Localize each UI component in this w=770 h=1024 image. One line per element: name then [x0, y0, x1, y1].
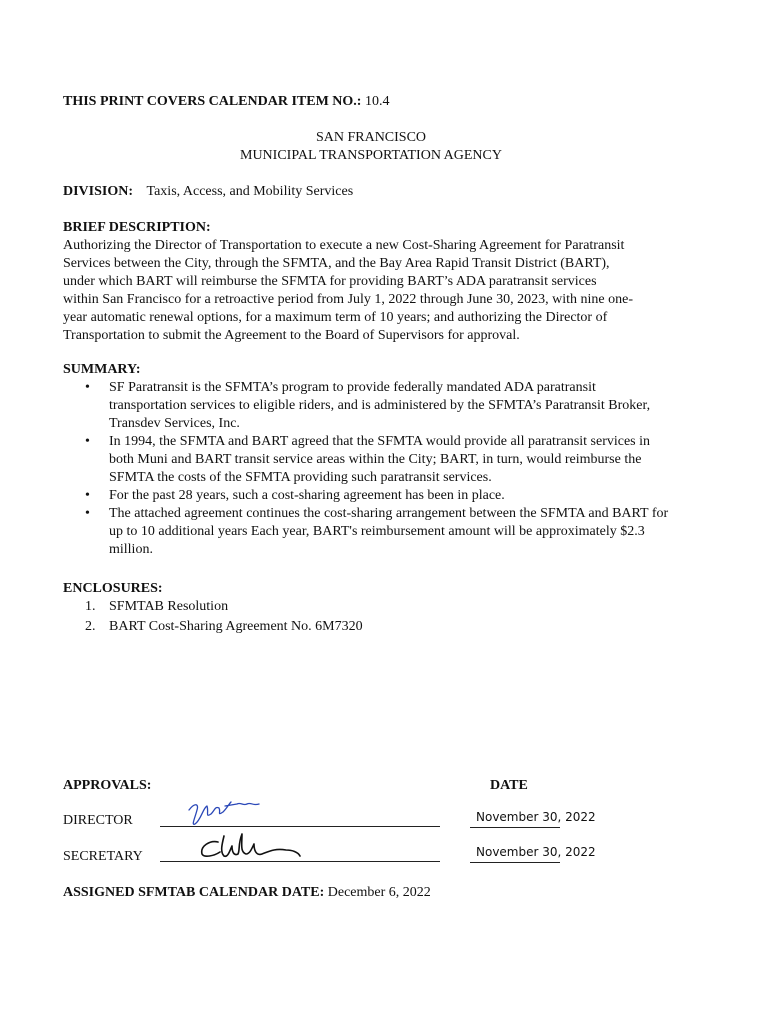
- brief-line: under which BART will reimburse the SFMTA for providing BART’s ADA paratransit services: [63, 274, 597, 289]
- enclosures-list: [63, 597, 663, 637]
- assigned-calendar-date-label: ASSIGNED SFMTAB CALENDAR DATE:: [63, 885, 325, 900]
- division-value: Taxis, Access, and Mobility Services: [146, 184, 354, 199]
- enclosure-item: 2. BART Cost-Sharing Agreement No. 6M7320: [85, 619, 363, 634]
- bullet-icon: •: [85, 380, 90, 395]
- summary-bullet: • The attached agreement continues the cost-sharing arrangement between the SFMTA and BART for up to 10 additional years Each year, BART's reimbursement amount will be approximately $2.3 million.: [85, 506, 669, 557]
- summary-bullet: • SF Paratransit is the SFMTA’s program to provide federally mandated ADA paratransit transportation services to eligible riders, and is administered by the SFMTA’s Paratransit Broker, Transdev Services, Inc.: [85, 380, 651, 431]
- director-signature-line: [160, 826, 440, 827]
- director-date-line: [470, 827, 560, 828]
- calendar-item-header: [63, 93, 389, 111]
- date-heading: DATE: [490, 778, 528, 793]
- division-label: DIVISION:: [63, 184, 134, 199]
- summary-bullet: • In 1994, the SFMTA and BART agreed that the SFMTA would provide all paratransit services in both Muni and BART transit service areas within the City; BART, in turn, would reimburse the SFMTA the costs of the SFMTA providing such paratransit services.: [85, 434, 651, 485]
- division-row: [63, 183, 353, 201]
- brief-line: Services between the City, through the SFMTA, and the Bay Area Rapid Transit District (BART),: [63, 256, 610, 271]
- secretary-label: SECRETARY: [63, 849, 143, 864]
- secretary-signature: [190, 828, 305, 864]
- bullet-icon: •: [85, 506, 90, 521]
- brief-description-heading: BRIEF DESCRIPTION:: [63, 220, 211, 235]
- secretary-signature-line: [160, 861, 440, 862]
- director-signature: [185, 796, 265, 828]
- enclosures-heading: ENCLOSURES:: [63, 581, 163, 596]
- calendar-item-number: 10.4: [364, 94, 390, 109]
- bullet-icon: •: [85, 488, 90, 503]
- agency-name-line1: SAN FRANCISCO: [315, 130, 427, 145]
- bullet-icon: •: [85, 434, 90, 449]
- enclosure-item: 1. SFMTAB Resolution: [85, 599, 229, 614]
- brief-line: year automatic renewal options, for a maximum term of 10 years; and authorizing the Director of: [63, 310, 608, 325]
- brief-line: Authorizing the Director of Transportation to execute a new Cost-Sharing Agreement for Paratransit: [63, 238, 625, 253]
- assigned-calendar-date-row: [63, 884, 431, 902]
- summary-heading: SUMMARY:: [63, 362, 141, 377]
- secretary-date: November 30, 2022: [476, 845, 596, 859]
- brief-line: within San Francisco for a retroactive period from July 1, 2022 through June 30, 2023, with nine one-: [63, 292, 633, 307]
- approvals-heading: APPROVALS:: [63, 778, 152, 793]
- print-covers-label: THIS PRINT COVERS CALENDAR ITEM NO.:: [63, 94, 362, 109]
- director-date: November 30, 2022: [476, 810, 596, 824]
- agency-name-line2: MUNICIPAL TRANSPORTATION AGENCY: [240, 148, 502, 163]
- director-label: DIRECTOR: [63, 813, 133, 828]
- brief-description-text: [63, 237, 633, 345]
- summary-list: [63, 379, 673, 559]
- brief-line: Transportation to submit the Agreement to the Board of Supervisors for approval.: [63, 328, 520, 343]
- assigned-calendar-date-value: December 6, 2022: [327, 885, 431, 900]
- summary-bullet: • For the past 28 years, such a cost-sharing agreement has been in place.: [85, 488, 505, 503]
- secretary-date-line: [470, 862, 560, 863]
